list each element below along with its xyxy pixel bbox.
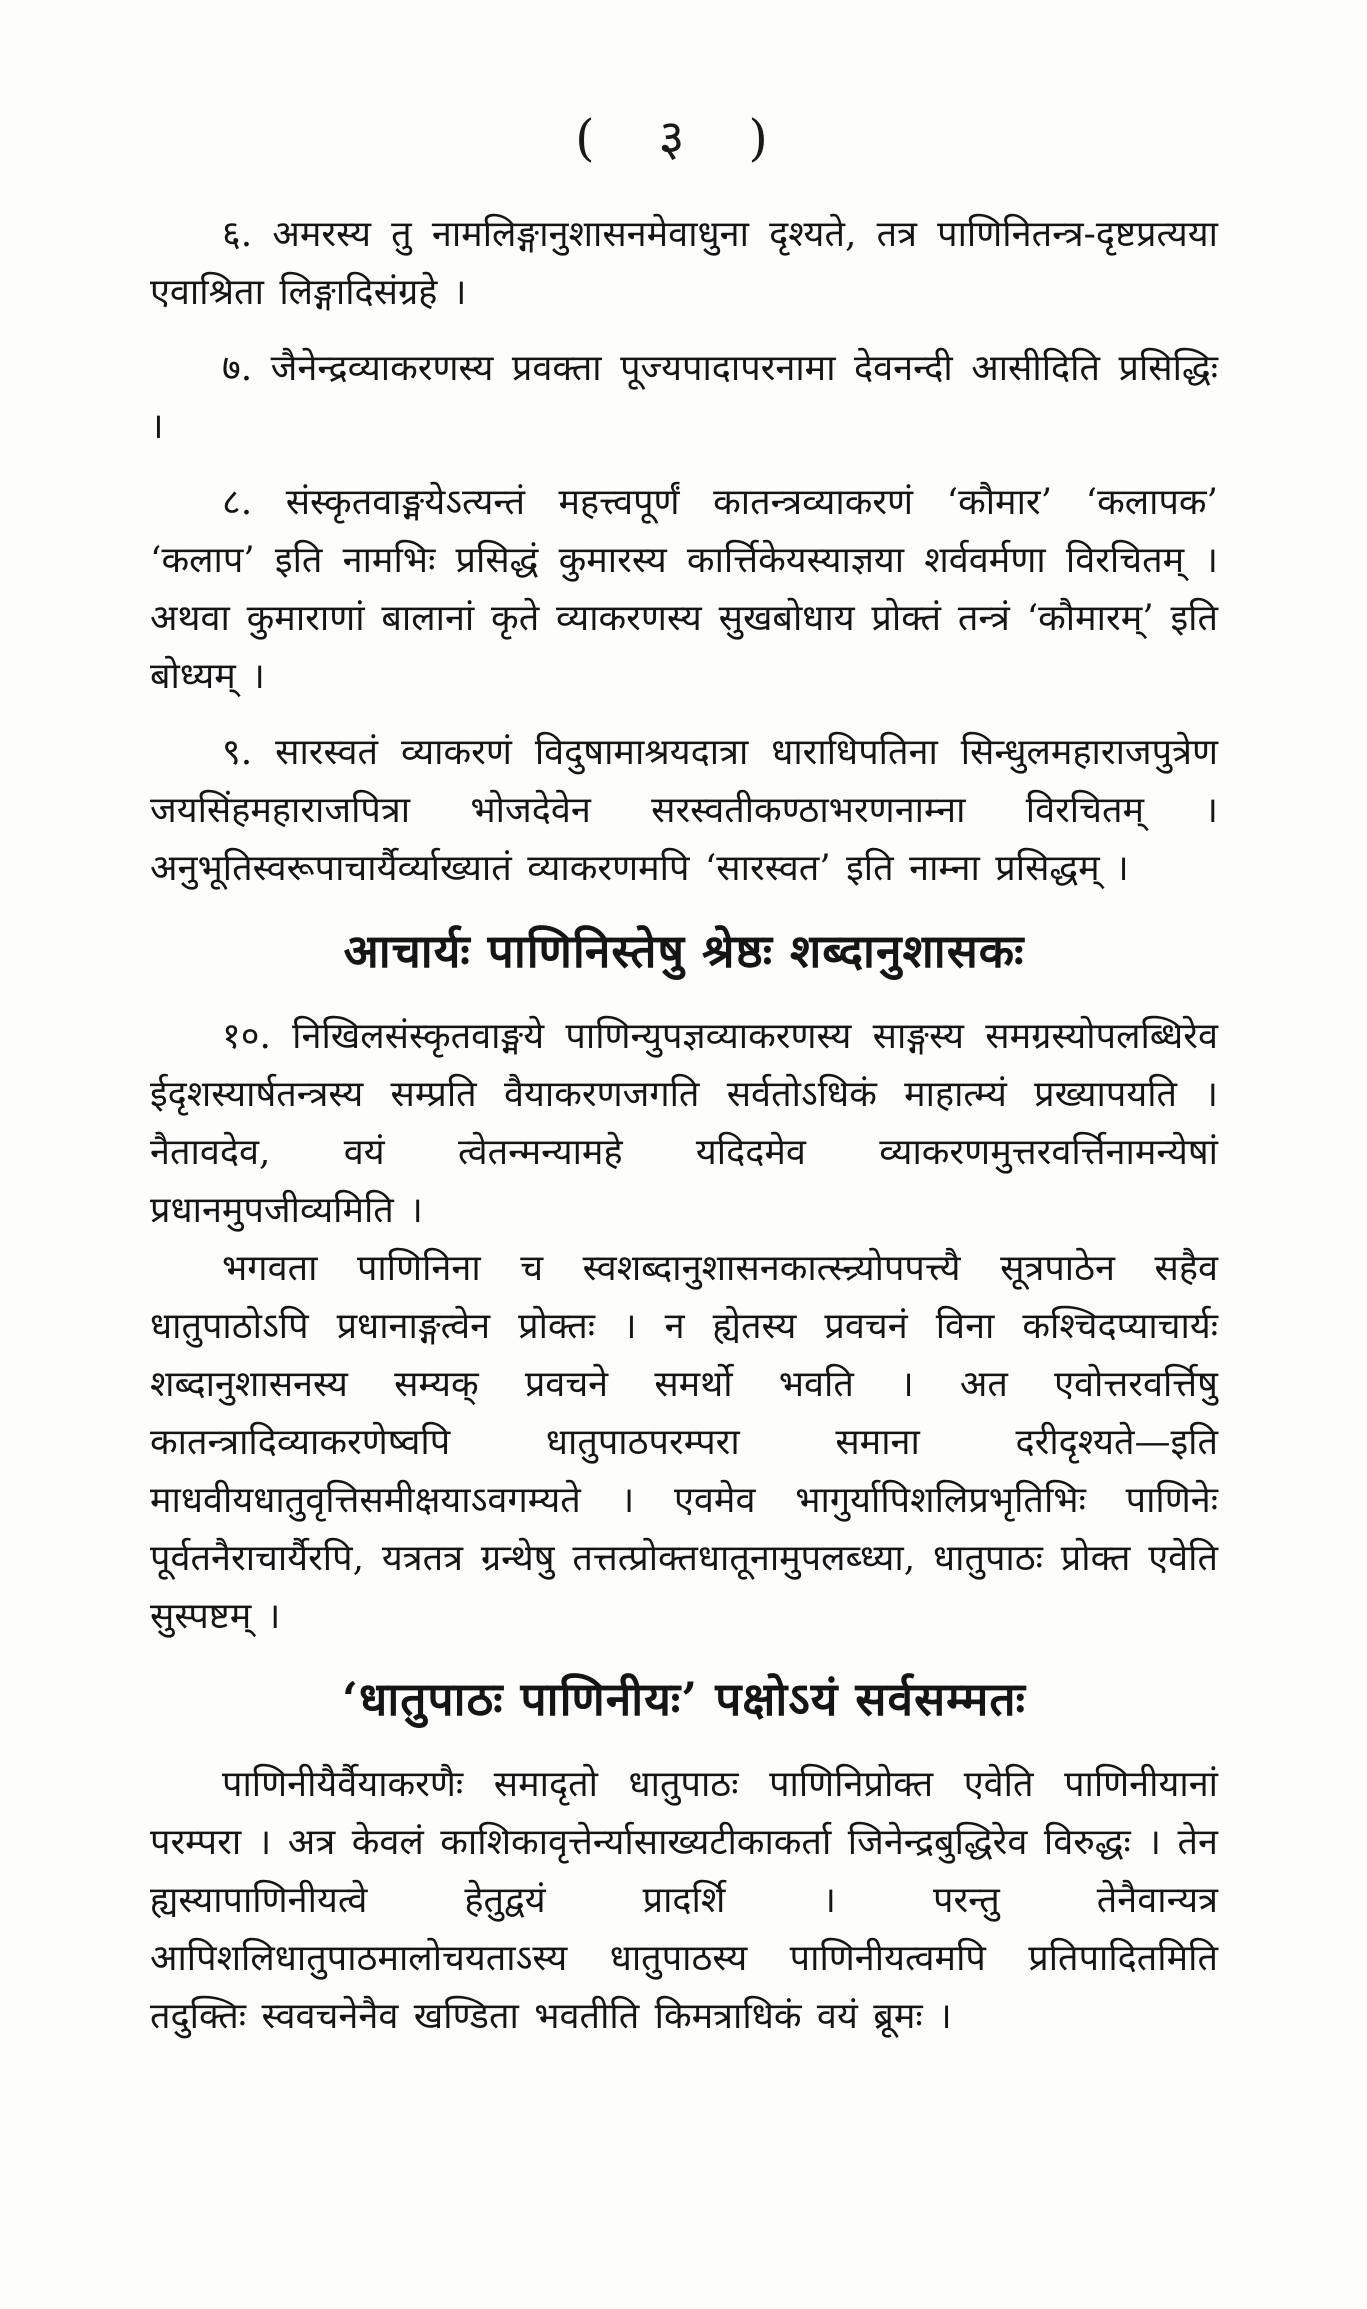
body-text: [150, 206, 1218, 2064]
paragraph-9: ९. सारस्वतं व्याकरणं विदुषामाश्रयदात्रा धाराधिपतिना सिन्धुलमहाराजपुत्रेण जयसिंहमहाराजपित्रा भोजदेवेन सरस्वतीकण्ठाभरणनाम्ना विरचितम् । अनुभूतिस्वरूपाचार्यैर्व्याख्यातं व्याकरणमपि ‘सारस्वत’ इति नाम्ना प्रसिद्धम् ।: [150, 732, 1218, 889]
page-number: ( ३ ): [575, 109, 792, 167]
paragraph-6: ६. अमरस्य तु नामलिङ्गानुशासनमेवाधुना दृश्यते, तत्र पाणिनितन्त्र-दृष्टप्रत्यया एवाश्रिता लिङ्गादिसंग्रहे ।: [150, 214, 1218, 313]
paragraph-12: पाणिनीयैर्वैयाकरणैः समादृतो धातुपाठः पाणिनिप्रोक्त एवेति पाणिनीयानां परम्परा । अत्र केवलं काशिकावृत्तेर्न्यासाख्यटीकाकर्ता जिनेन्द्रबुद्धिरेव विरुद्धः । तेन ह्यस्यापाणिनीयत्वे हेतुद्वयं प्रादर्शि । परन्तु तेनैवान्यत्र आपिशलिधातुपाठमालोचयताऽस्य धातुपाठस्य पाणिनीयत्वमपि प्रतिपादितमिति तदुक्तिः स्ववचनेनैव खण्डिता भवतीति किमत्राधिकं वयं ब्रूमः ।: [150, 1764, 1218, 2037]
paragraph-11: भगवता पाणिनिना च स्वशब्दानुशासनकात्स्न्र्योपपत्त्यै सूत्रपाठेन सहैव धातुपाठोऽपि प्रधानाङ्गत्वेन प्रोक्तः । न ह्येतस्य प्रवचनं विना कश्चिदप्याचार्यः शब्दानुशासनस्य सम्यक् प्रवचने समर्थो भवति । अत एवोत्तरवर्त्तिषु कातन्त्रादिव्याकरणेष्वपि धातुपाठपरम्परा समाना दरीदृश्यते—इति माधवीयधातुवृत्तिसमीक्षयाऽवगम्यते । एवमेव भागुर्यापिशलिप्रभृतिभिः पाणिनेः पूर्वतनैराचार्यैरपि, यत्रतत्र ग्रन्थेषु तत्तत्प्रोक्तधातूनामुपलब्ध्या, धातुपाठः प्रोक्त एवेति सुस्पष्टम् ।: [150, 1248, 1218, 1637]
section-heading-dhatupatha: ‘धातुपाठः पाणिनीयः’ पक्षोऽयं सर्वसम्मतः: [342, 1672, 1026, 1726]
paragraph-10: १०. निखिलसंस्कृतवाङ्मये पाणिन्युपज्ञव्याकरणस्य साङ्गस्य समग्रस्योपलब्धिरेव ईदृशस्यार्षतन्त्रस्य सम्प्रति वैयाकरणजगति सर्वतोऽधिकं माहात्म्यं प्रख्यापयति । नैतावदेव, वयं त्वेतन्मन्यामहे यदिदमेव व्याकरणमुत्तरवर्त्तिनामन्येषां प्रधानमुपजीव्यमिति ।: [150, 1016, 1218, 1231]
paragraph-8: ८. संस्कृतवाङ्मयेऽत्यन्तं महत्त्वपूर्णं कातन्त्रव्याकरणं ‘कौमार’ ‘कलापक’ ‘कलाप’ इति नामभिः प्रसिद्धं कुमारस्य कार्त्तिकेयस्याज्ञया शर्ववर्मणा विरचितम् । अथवा कुमाराणां बालानां कृते व्याकरणस्य सुखबोधाय प्रोक्तं तन्त्रं ‘कौमारम्’ इति बोध्यम् ।: [150, 482, 1218, 697]
paragraph-7: ७. जैनेन्द्रव्याकरणस्य प्रवक्ता पूज्यपादापरनामा देवनन्दी आसीदिति प्रसिद्धिः ।: [150, 348, 1218, 447]
section-heading-acharya: आचार्यः पाणिनिस्तेषु श्रेष्ठः शब्दानुशासकः: [343, 924, 1025, 978]
